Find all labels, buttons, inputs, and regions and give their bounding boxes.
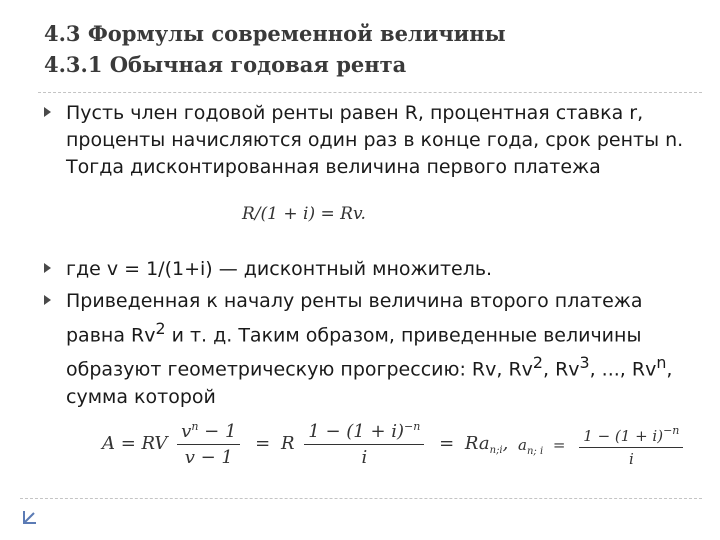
bullet-arrow-icon <box>44 295 51 305</box>
title-line-2: 4.3.1 Обычная годовая рента <box>44 52 407 77</box>
f2-den-1: v − 1 <box>184 447 233 468</box>
bullet-3-part-b: и т. д. Таким образом, приведенные величины образуют геометрическую прогрессию: Rv, Rv <box>66 324 642 381</box>
title-line-1: 4.3 Формулы современной величины <box>44 21 506 46</box>
bullet-3-part-e: , сумма которой <box>66 358 673 408</box>
bullet-arrow-icon <box>44 107 51 117</box>
f3-num: $1 - (1 + i)^{-n}$ <box>579 424 683 448</box>
formula-annuity-sum <box>102 420 508 468</box>
bullet-3-part-a: Приведенная к началу ренты величина второго платежа равна Rv <box>66 290 643 347</box>
bullet-3-part-c: , Rv <box>542 358 580 381</box>
bullet-text-3 <box>66 288 704 411</box>
f2-fraction-1 <box>177 420 240 468</box>
bottom-divider <box>20 498 702 499</box>
f2-num-1: $v^n - 1$ <box>177 420 240 445</box>
f3-lhs: $a_{n; i}$ <box>518 436 544 457</box>
bullet-item-1 <box>44 100 704 181</box>
corner-arrow-icon <box>22 509 38 525</box>
f2-r: R <box>280 433 295 454</box>
f2-equals-2: = <box>439 433 455 454</box>
f2-den-2: i <box>361 447 368 468</box>
bullet-text-1: Пусть член годовой ренты равен R, процентная ставка r, проценты начисляются один раз в конце года, срок ренты n. Тогда дисконтированная величина первого платежа <box>66 102 684 178</box>
f2-num-2: $1 - (1 + i)^{-n}$ <box>304 420 424 445</box>
bullet-3-sup-4: n <box>656 353 667 373</box>
formula-discount: R/(1 + i) = Rv. <box>242 204 366 224</box>
f2-fraction-2 <box>304 420 424 468</box>
bullet-3-sup-3: 3 <box>579 353 590 373</box>
bullet-item-2 <box>44 256 704 283</box>
bullet-3-sup-2: 2 <box>532 353 543 373</box>
bullet-item-3 <box>44 288 704 411</box>
bullet-arrow-icon <box>44 263 51 273</box>
f3-den: i <box>628 450 634 468</box>
slide-title <box>44 18 506 80</box>
f2-lhs: A = RV <box>102 433 168 454</box>
bullet-3-part-d: , ..., Rv <box>589 358 657 381</box>
f2-equals-1: = <box>255 433 271 454</box>
formula-annuity-factor <box>518 424 687 468</box>
f3-fraction <box>579 424 683 468</box>
top-divider <box>38 92 702 93</box>
bullet-3-sup-1: 2 <box>155 319 166 338</box>
bullet-text-2: где v = 1/(1+i) — дисконтный множитель. <box>66 258 493 280</box>
f2-ra: $Ra_{n;i}$, <box>464 433 509 456</box>
f3-equals: = <box>552 436 566 454</box>
